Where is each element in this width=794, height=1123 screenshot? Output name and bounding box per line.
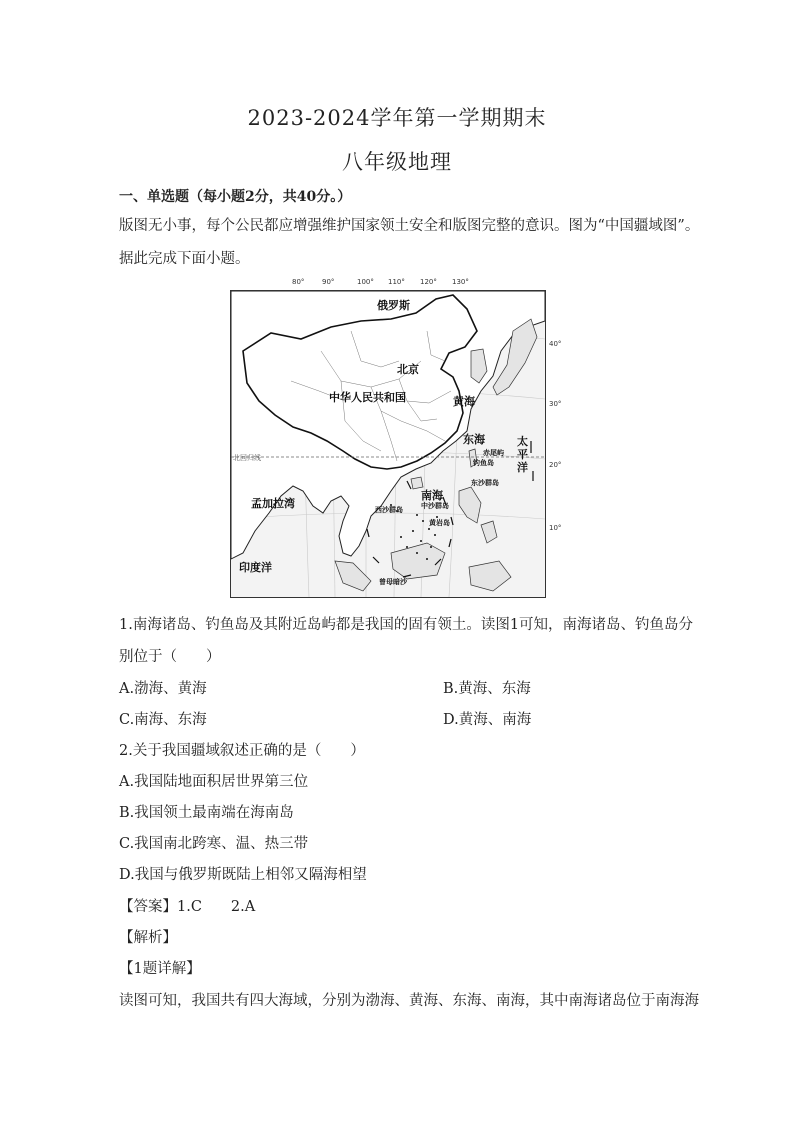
lat-label: 30° [549, 400, 562, 408]
label-south-sea: 南海 [421, 489, 443, 502]
label-beijing: 北京 [397, 363, 419, 376]
q2-option-a: A.我国陆地面积居世界第三位 [119, 774, 309, 790]
china-territory-map [230, 278, 562, 600]
label-indian-ocean: 印度洋 [239, 561, 272, 574]
intro-line-1: 版图无小事，每个公民都应增强维护国家领土安全和版图完整的意识。图为“中国疆域图”。 [119, 218, 700, 234]
lat-label: 20° [549, 461, 562, 469]
q1-option-a: A.渤海、黄海 [119, 681, 207, 697]
analysis-heading: 【解析】 [119, 930, 177, 946]
section-heading: 一、单选题（每小题2分，共40分。） [119, 189, 352, 205]
lat-label: 10° [549, 524, 562, 532]
q1-option-d: D.黄海、南海 [443, 712, 532, 728]
label-diaoyu: 钓鱼岛 [473, 458, 494, 467]
label-dongsha: 东沙群岛 [471, 478, 499, 487]
answer-line: 【答案】1.C 2.A [119, 899, 256, 915]
label-east-sea: 东海 [463, 433, 485, 446]
label-zengmu: 曾母暗沙 [379, 577, 407, 586]
map-frame [230, 290, 546, 598]
map-drawing [231, 291, 545, 597]
label-russia: 俄罗斯 [377, 299, 410, 312]
q1-option-b: B.黄海、东海 [443, 681, 531, 697]
label-xisha: 西沙群岛 [375, 505, 403, 514]
question-1-line-1: 1.南海诸岛、钓鱼岛及其附近岛屿都是我国的固有领土。读图1可知，南海诸岛、钓鱼岛分 [119, 617, 694, 633]
label-pacific: 太平洋 [517, 435, 528, 474]
lon-label: 120° [420, 278, 437, 286]
exam-subtitle: 八年级地理 [342, 150, 452, 174]
detail-heading-1: 【1题详解】 [119, 961, 201, 977]
q2-option-b: B.我国领土最南端在海南岛 [119, 805, 294, 821]
question-2-stem: 2.关于我国疆域叙述正确的是（ ） [119, 743, 365, 759]
detail-text: 读图可知，我国共有四大海域，分别为渤海、黄海、东海、南海，其中南海诸岛位于南海海 [119, 993, 699, 1009]
lon-label: 110° [388, 278, 405, 286]
label-yellow-sea: 黄海 [453, 395, 475, 408]
label-zhongsha: 中沙群岛 [421, 501, 449, 510]
lon-label: 100° [357, 278, 374, 286]
exam-title: 2023-2024学年第一学期期末 [247, 106, 547, 130]
q2-option-d: D.我国与俄罗斯既陆上相邻又隔海相望 [119, 867, 367, 883]
lon-label: 130° [452, 278, 469, 286]
label-bengal: 孟加拉湾 [251, 497, 295, 510]
lon-label: 80° [292, 278, 305, 286]
question-1-line-2: 别位于（ ） [119, 649, 221, 665]
lon-label: 90° [322, 278, 335, 286]
q1-option-c: C.南海、东海 [119, 712, 207, 728]
lat-label: 40° [549, 340, 562, 348]
label-prc: 中华人民共和国 [329, 391, 406, 404]
q2-option-c: C.我国南北跨寒、温、热三带 [119, 836, 309, 852]
intro-line-2: 据此完成下面小题。 [119, 251, 250, 267]
label-tropic: 北回归线 [233, 454, 261, 462]
label-chiwei: 赤尾屿 [483, 448, 504, 457]
label-huangyan: 黄岩岛 [429, 518, 450, 527]
